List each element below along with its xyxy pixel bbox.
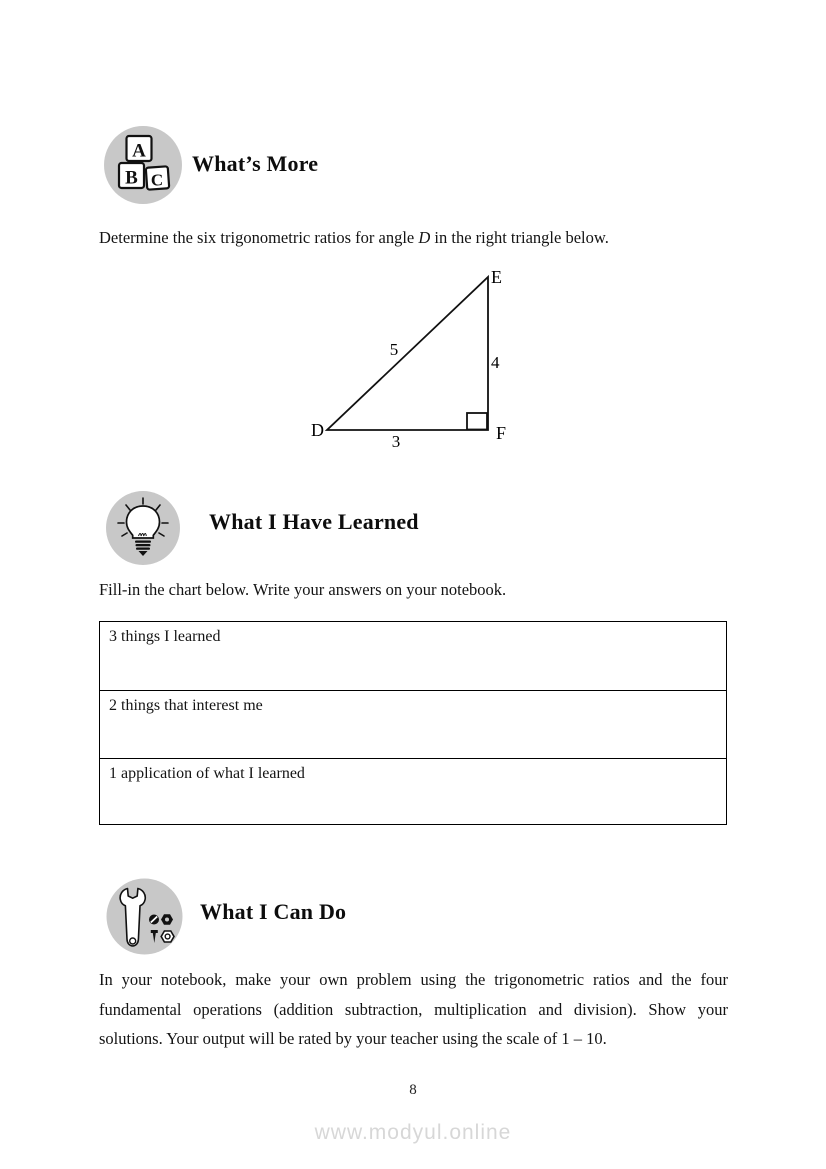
- chart-row-application: 1 application of what I learned: [100, 758, 726, 824]
- side-label-vertical: 4: [491, 353, 500, 372]
- watermark: www.modyul.online: [314, 1121, 512, 1144]
- instruction-text: Determine the six trigonometric ratios for angle: [99, 228, 419, 247]
- page-number: 8: [409, 1082, 417, 1098]
- right-triangle-figure: [280, 262, 540, 457]
- side-label-hypotenuse: 5: [389, 340, 399, 359]
- lightbulb-icon: [105, 490, 181, 566]
- angle-variable: D: [418, 228, 431, 247]
- vertex-label-d: D: [311, 420, 324, 440]
- fill-in-chart: [99, 621, 727, 825]
- triangle-outline: [327, 277, 488, 430]
- whats-more-heading: What’s More: [192, 151, 319, 176]
- vertex-label-f: F: [496, 423, 507, 443]
- chart-row-things-learned: 3 things I learned: [109, 628, 221, 645]
- have-learned-heading: What I Have Learned: [209, 509, 419, 534]
- vertex-label-e: E: [491, 267, 502, 287]
- wrench-icon: [106, 878, 183, 955]
- instruction-text-end: in the right triangle below.: [430, 228, 609, 247]
- side-label-horizontal: 3: [391, 432, 401, 451]
- have-learned-instruction: Fill-in the chart below. Write your answers on your notebook.: [99, 580, 507, 599]
- can-do-heading: What I Can Do: [200, 899, 347, 924]
- block-letter-b: B: [125, 167, 138, 189]
- abc-blocks-icon: [103, 125, 183, 205]
- chart-row-things-interest: 2 things that interest me: [100, 690, 726, 758]
- right-angle-marker: [467, 413, 487, 430]
- block-letter-a: A: [132, 140, 146, 162]
- whats-more-instruction: [99, 227, 739, 249]
- can-do-paragraph: In your notebook, make your own problem using the trigonometric ratios and the four fundamental operations (addition subtraction, multiplication and division). Show your solutions. Your output will be rated by your teacher using the scale of 1 – 10.: [99, 970, 728, 1048]
- block-letter-c: C: [150, 170, 164, 190]
